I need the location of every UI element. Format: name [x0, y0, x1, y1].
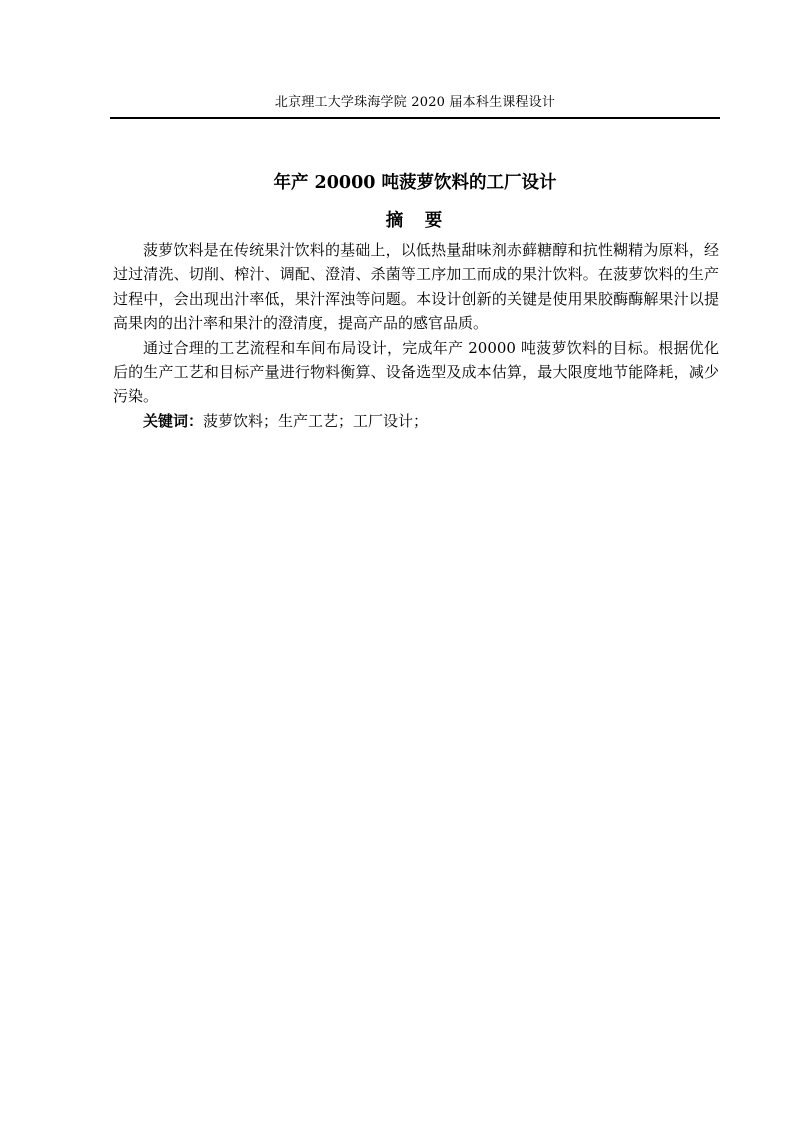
document-title: 年产 20000 吨菠萝饮料的工厂设计: [273, 173, 557, 193]
keywords-text: 菠萝饮料；生产工艺；工厂设计；: [203, 411, 429, 430]
abstract-paragraph-2: 通过合理的工艺流程和车间布局设计，完成年产 20000 吨菠萝饮料的目标。根据优化后的生产工艺和目标产量进行物料衡算、设备选型及成本估算，最大限度地节能降耗，减少污染。: [113, 338, 719, 406]
abstract-heading: 摘 要: [385, 211, 445, 231]
abstract-body: [113, 238, 719, 433]
header-rule: [110, 117, 720, 119]
abstract-paragraph-1: 菠萝饮料是在传统果汁饮料的基础上，以低热量甜味剂赤藓糖醇和抗性糊精为原料，经过过清洗、切削、榨汁、调配、澄清、杀菌等工序加工而成的果汁饮料。在菠萝饮料的生产过程中，会出现出汁率低，果汁浑浊等问题。本设计创新的关键是使用果胶酶酶解果汁以提高果肉的出汁率和果汁的澄清度，提高产品的感官品质。: [113, 241, 719, 333]
running-header: 北京理工大学珠海学院 2020 届本科生课程设计: [274, 95, 556, 110]
keywords-label: 关键词：: [143, 411, 204, 430]
keywords-line: [113, 409, 719, 433]
